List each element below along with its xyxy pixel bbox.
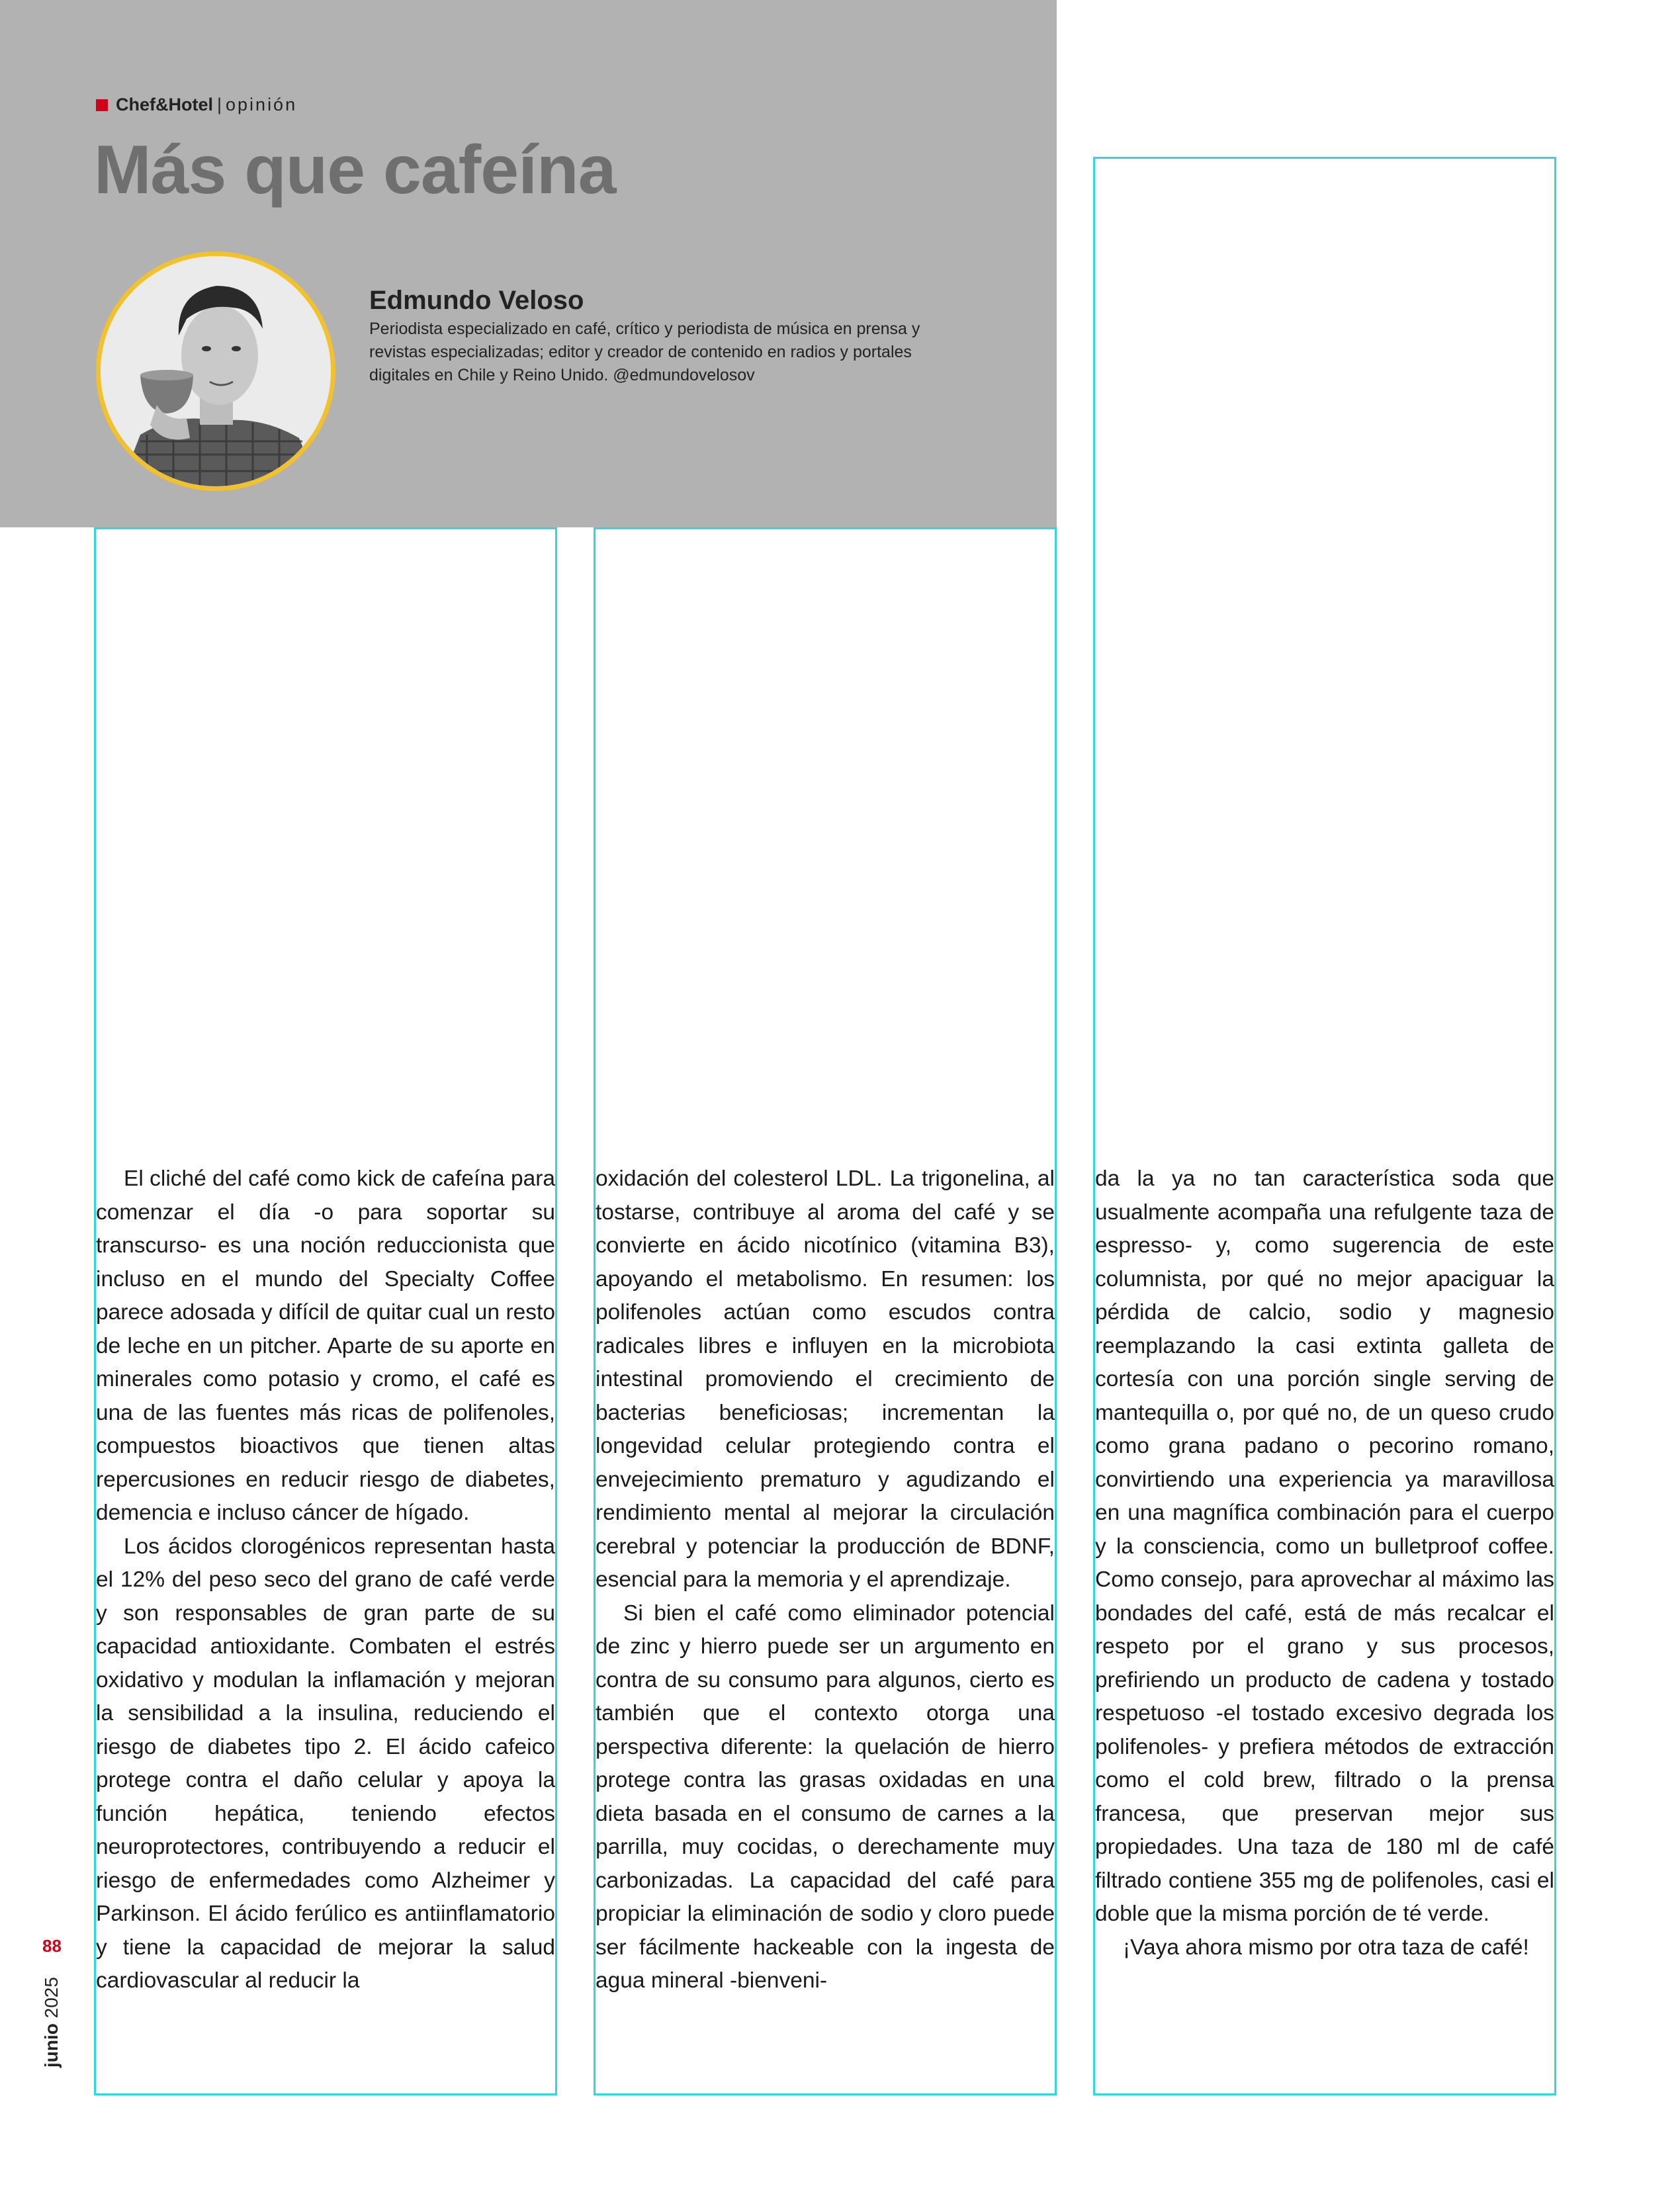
header-panel bbox=[0, 0, 1057, 527]
section-separator: | bbox=[217, 95, 222, 114]
article-title: Más que cafeína bbox=[94, 132, 616, 208]
article-column-2 bbox=[596, 1162, 1055, 2092]
author-bio: Periodista especializado en café, crítico y periodista de música en prensa y revistas especializadas; editor y creador de contenido en radios y portales digitales en Chile y Reino Unido. @edmundovelosov bbox=[369, 320, 920, 384]
magazine-brand: Chef&Hotel bbox=[116, 95, 213, 114]
author-photo bbox=[96, 251, 335, 491]
author-portrait-icon bbox=[101, 256, 331, 486]
author-name: Edmundo Veloso bbox=[369, 286, 584, 315]
paragraph: Los ácidos clorogénicos representan hasta el 12% del peso seco del grano de café verde y son responsables de gran parte de su capacidad antioxidante. Combaten el estrés oxidativo y modulan la inflamación y mejoran la sensibilidad a la insulina, reduciendo el riesgo de diabetes tipo 2. El ácido cafeico protege contra el daño celular y apoya la función hepática, teniendo efectos neuroprotectores, contribuyendo a reducir el riesgo de enfermedades como Alzheimer y Parkinson. El ácido ferúlico es antiinflamatorio y tiene la capacidad de mejorar la salud cardiovascular al reducir la bbox=[96, 1534, 555, 1993]
issue-date bbox=[41, 1977, 62, 2068]
paragraph: oxidación del colesterol LDL. La trigonelina, al tostarse, contribuye al aroma del café y se convierte en ácido nicotínico (vitamina B3), apoyando el metabolismo. En resumen: los polifenoles actúan como escudos contra radicales libres e influyen en la microbiota intestinal promoviendo el crecimiento de bacterias beneficiosas; incrementan la longevidad celular protegiendo contra el envejecimiento prematuro y agudizando el rendimiento mental al mejorar la circulación cerebral y potenciar la producción de BDNF, esencial para la memoria y el aprendizaje. bbox=[596, 1166, 1055, 1592]
paragraph: da la ya no tan característica soda que usualmente acompaña una refulgente taza de espresso- y, como sugerencia de este columnista, por qué no mejor apaciguar la pérdida de calcio, sodio y magnesio reemplazando la casi extinta galleta de cortesía con una porción single serving de mantequilla o, por qué no, de un queso crudo como grana padano o pecorino romano, convirtiendo una experiencia ya maravillosa en una magnífica combinación para el cuerpo y la consciencia, como un bulletproof coffee. Como consejo, para aprovechar al máximo las bondades del café, está de más recalcar el respeto por el grano y sus procesos, prefiriendo un producto de cadena y tostado respetuoso -el tostado excesivo degrada los polifenoles- y prefiera métodos de extracción como el cold brew, filtrado o la prensa francesa, que preservan mejor sus propiedades. Una taza de 180 ml de café filtrado contiene 355 mg de polifenoles, casi el doble que la misma porción de té verde. bbox=[1095, 1166, 1554, 1926]
red-square-icon bbox=[96, 99, 108, 111]
paragraph: El cliché del café como kick de cafeína para comenzar el día -o para soportar su transcurso- es una noción reduccionista que incluso en el mundo del Specialty Coffee parece adosada y difícil de quitar cual un resto de leche en un pitcher. Aparte de su aporte en minerales como potasio y cromo, el café es una de las fuentes más ricas de polifenoles, compuestos bioactivos que tienen altas repercusiones en reducir riesgo de diabetes, demencia e incluso cáncer de hígado. bbox=[96, 1166, 555, 1525]
article-column-3 bbox=[1095, 1162, 1554, 2092]
issue-month: junio bbox=[41, 2023, 62, 2068]
section-name: opinión bbox=[226, 95, 298, 114]
page-number: 88 bbox=[42, 1936, 62, 1956]
section-tag bbox=[96, 95, 297, 115]
article-column-1 bbox=[96, 1162, 555, 2092]
paragraph: Si bien el café como eliminador potencial de zinc y hierro puede ser un argumento en contra de su consumo para algunos, cierto es también que el contexto otorga una perspectiva diferente: la quelación de hierro protege contra las grasas oxidadas en una dieta basada en el consumo de carnes a la parrilla, muy cocidas, o derechamente muy carbonizadas. La capacidad del café para propiciar la eliminación de sodio y cloro puede ser fácilmente hackeable con la ingesta de agua mineral -bienveni- bbox=[596, 1600, 1055, 1993]
issue-year: 2025 bbox=[41, 1977, 62, 2019]
paragraph: ¡Vaya ahora mismo por otra taza de café! bbox=[1123, 1935, 1529, 1960]
